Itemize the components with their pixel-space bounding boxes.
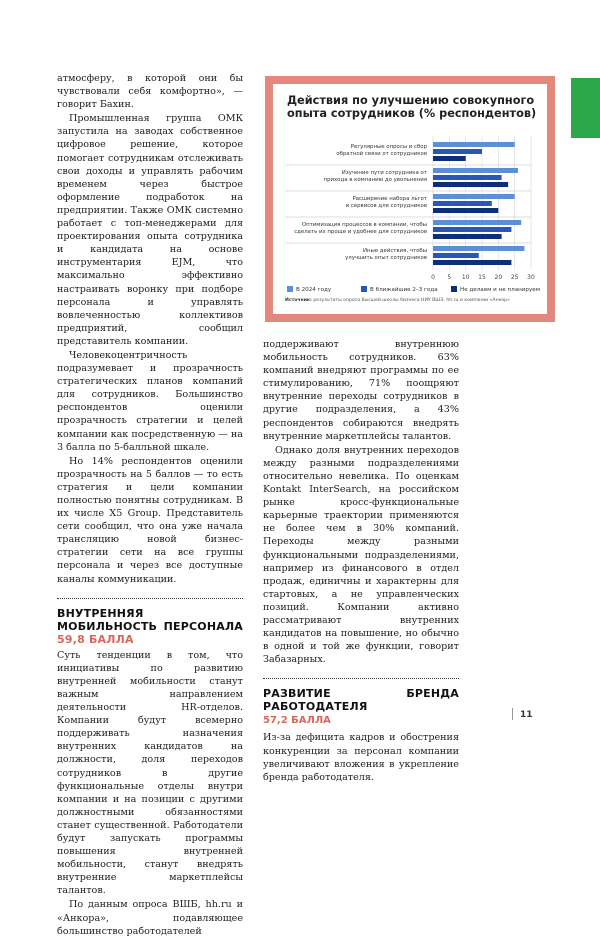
x-tick-label: 0 [431,274,435,281]
chart-source [285,298,543,303]
legend-swatch [361,286,367,292]
left-column [57,72,243,938]
chart-title: Действия по улучшению совокупного опыта сотрудников (% респондентов) [287,94,537,120]
source-label: Источник: [285,298,312,303]
bar [433,156,466,161]
bar [433,253,479,258]
x-tick-label: 25 [510,274,519,281]
section-internal-mobility [57,598,243,646]
paragraph: Промышленная группа ОМК запустила на заводах собственное цифровое решение, которое помогает сотрудникам отслеживать свои доходы и управлять рабочим временем через быстрое оформление подработок на предприятии. Также ОМК системно работает с топ-менеджерами для проектирования опыта сотрудника и кандидата на основе инструментария EJM, что максимально эффективно настраивать воронку при подборе персонала и управлять вовлеченностью коллективов предприятий, сообщил представитель компании. [57,113,243,347]
paragraph: Но 14% респондентов оценили прозрачность на 5 баллов — то есть стратегия и цели компании полностью понятны сотрудникам. В их числе X5 Group. Представитель сети сообщил, что она уже начала трансляцию новой бизнес-стратегии сети на все группы персонала и через все доступные каналы коммуникации. [57,455,243,585]
category-label: Регулярные опросы и сбор [350,144,427,150]
category-label: улучшить опыт сотрудников [345,255,427,261]
category-label: прихода в компанию до увольнения [323,177,427,183]
legend-swatch [451,286,457,292]
bar [433,182,508,187]
category-label: Изучение пути сотрудника от [341,170,427,176]
paragraph: Суть тенденции в том, что инициативы по развитию внутренней мобильности станут важным направлением деятельности HR-отделов. Компании будут всемерно поддерживать назначения внутренних кандидатов на должности, доля переходов сотрудников в другие функциональные отделы внутри компании и на позиции с другими должностными обязанностями станет существенной. Работодатели будут запускать программы повышения внутренней мобильности, станут внедрять внутренние маркетплейсы талантов. [57,649,243,897]
bar [433,260,511,265]
legend-label: В 2024 году [296,287,332,293]
section-employer-brand [263,678,459,727]
x-tick-label: 15 [478,274,486,281]
section-title: РАЗВИТИЕ БРЕНДА РАБОТОДАТЕЛЯ [263,687,459,714]
section-score: 59,8 БАЛЛА [57,632,134,646]
page-number: 11 [520,710,533,720]
page-number-separator [512,708,513,720]
bar-chart [273,84,547,314]
x-tick-label: 10 [461,274,470,281]
category-label: и сервисов для сотрудников [345,203,427,209]
x-tick-label: 20 [494,274,503,281]
paragraph: Однако доля внутренних переходов между разными подразделениями относительно невелика. По оценкам Kontakt InterSearch, на российском рынке кросс-функциональные карьерные траектории применяются не более чем в 30% компаний. Переходы между разными функциональными подразделениями, например из финансового в отдел продаж, единичны и характерны для стартовых, а не управленческих позиций. Компании активно рассматривают внутренних кандидатов на повышение, но обычно в одной и той же функции, говорит Забазарных. [263,444,459,666]
bar [433,234,502,239]
paragraph: атмосферу, в которой они бы чувствовали себя комфортно», — говорит Бахин. [57,73,243,111]
legend-label: Не делаем и не планируем [460,287,540,293]
bar [433,220,521,225]
bar [433,142,515,147]
category-label: Иные действия, чтобы [362,248,427,254]
bar [433,227,511,232]
section-title [57,607,243,646]
chart-panel [273,84,547,314]
category-label: Оптимизация процессов в компании, чтобы [301,222,427,228]
paragraph: поддерживают внутреннюю мобильность сотрудников. 63% компаний внедряют программы по ее стимулированию, 71% поощряют внутренние переходы сотрудников в другие подразделения, а 43% респондентов собираются внедрять внутренние маркетплейсы талантов. [263,339,459,442]
paragraph: Человекоцентричность подразумевает и прозрачность стратегических планов компаний для сотрудников. Большинство респондентов оценили прозрачность стратегии и целей компании как посредственную — на 3 балла по 5-балльной шкале. [57,349,243,453]
paragraph: Из-за дефицита кадров и обострения конкуренции за персонал компании увеличивают вложения в укрепление бренда работодателя. [263,732,459,783]
bar [433,208,498,213]
bar [433,175,502,180]
section-title-text: ВНУТРЕННЯЯ МОБИЛЬНОСТЬ ПЕРСОНАЛА [57,606,243,633]
legend-swatch [287,286,293,292]
paragraph: По данным опроса ВШБ, hh.ru и «Анкора», подавляющее большинство работодателей [57,899,243,937]
section-tab-marker [571,78,600,138]
legend-label: В ближайшие 2–3 года [370,287,438,293]
source-text: результаты опроса Высшей школы бизнеса НИУ ВШЭ, hh.ru и компании «Анкор» [313,298,510,303]
bar [433,149,482,154]
x-tick-label: 5 [447,274,452,281]
bar [433,194,515,199]
x-tick-label: 30 [527,274,535,281]
category-label: Расширение набора льгот [352,196,427,202]
bar [433,246,524,251]
category-label: обратной связи от сотрудников [336,151,427,157]
bar [433,168,518,173]
bar [433,201,492,206]
section-score: 57,2 БАЛЛА [263,715,331,727]
category-label: сделать их проще и удобнее для сотрудников [294,229,427,235]
right-column [263,338,459,784]
chart-frame [265,76,555,322]
